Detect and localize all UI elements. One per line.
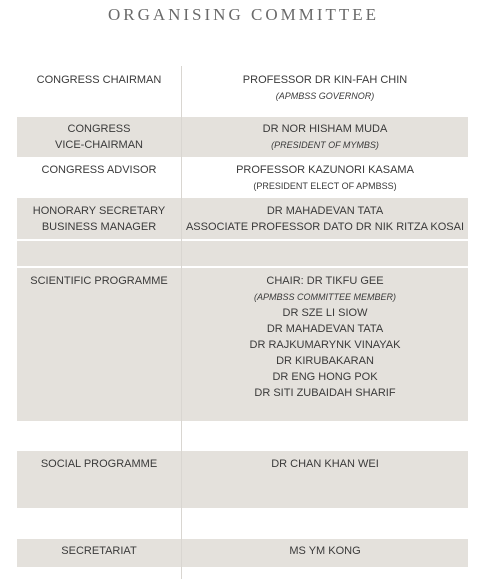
role-label: CONGRESS VICE-CHAIRMAN — [54, 123, 143, 151]
chair-name: CHAIR: DR TIKFU GEE — [266, 275, 384, 287]
committee-row-secretary-business — [17, 198, 468, 239]
committee-row-advisor — [17, 159, 468, 196]
column-divider — [181, 66, 182, 579]
person-name: DR MAHADEVAN TATA — [266, 205, 384, 217]
person-note: (PRESIDENT ELECT OF APMBSS) — [253, 181, 397, 191]
role-holder — [182, 456, 468, 472]
committee-row-scientific — [17, 268, 468, 421]
person-name: DR KIRUBAKARAN — [276, 355, 374, 367]
role-holder — [182, 72, 468, 104]
person-name: ASSOCIATE PROFESSOR DATO DR NIK RITZA KOSAI — [185, 221, 465, 233]
role-holder — [182, 162, 468, 194]
person-name: PROFESSOR KAZUNORI KASAMA — [236, 164, 414, 176]
chair-note: (APMBSS COMMITTEE MEMBER) — [253, 292, 396, 302]
role-label: HONORARY SECRETARY BUSINESS MANAGER — [32, 205, 166, 233]
person-name: DR ENG HONG POK — [272, 371, 378, 383]
page-title: ORGANISING COMMITTEE — [107, 5, 380, 24]
person-name: DR SITI ZUBAIDAH SHARIF — [254, 387, 396, 399]
person-name: DR CHAN KHAN WEI — [271, 458, 379, 470]
committee-row-secretariat — [17, 539, 468, 567]
person-name: DR NOR HISHAM MUDA — [262, 123, 388, 135]
person-name: MS YM KONG — [289, 545, 361, 557]
committee-row-chairman — [17, 66, 468, 115]
role-holder — [182, 121, 468, 153]
person-note: (APMBSS GOVERNOR) — [275, 91, 375, 101]
person-name: DR SZE LI SIOW — [282, 307, 368, 319]
committee-row-vice-chairman — [17, 117, 468, 157]
role-label: SCIENTIFIC PROGRAMME — [30, 275, 168, 287]
spacer-band — [17, 241, 468, 266]
role-label: CONGRESS CHAIRMAN — [36, 74, 162, 86]
role-holder — [182, 273, 468, 401]
committee-row-social — [17, 451, 468, 508]
person-name: DR MAHADEVAN TATA — [266, 323, 384, 335]
role-holder — [182, 543, 468, 559]
role-label: SECRETARIAT — [61, 545, 137, 557]
person-note: (PRESIDENT OF MYMBS) — [271, 140, 379, 150]
role-label: SOCIAL PROGRAMME — [40, 458, 158, 470]
person-name: DR RAJKUMARYNK VINAYAK — [249, 339, 401, 351]
role-holder — [182, 203, 468, 235]
person-name: PROFESSOR DR KIN-FAH CHIN — [242, 74, 408, 86]
role-label: CONGRESS ADVISOR — [41, 164, 157, 176]
